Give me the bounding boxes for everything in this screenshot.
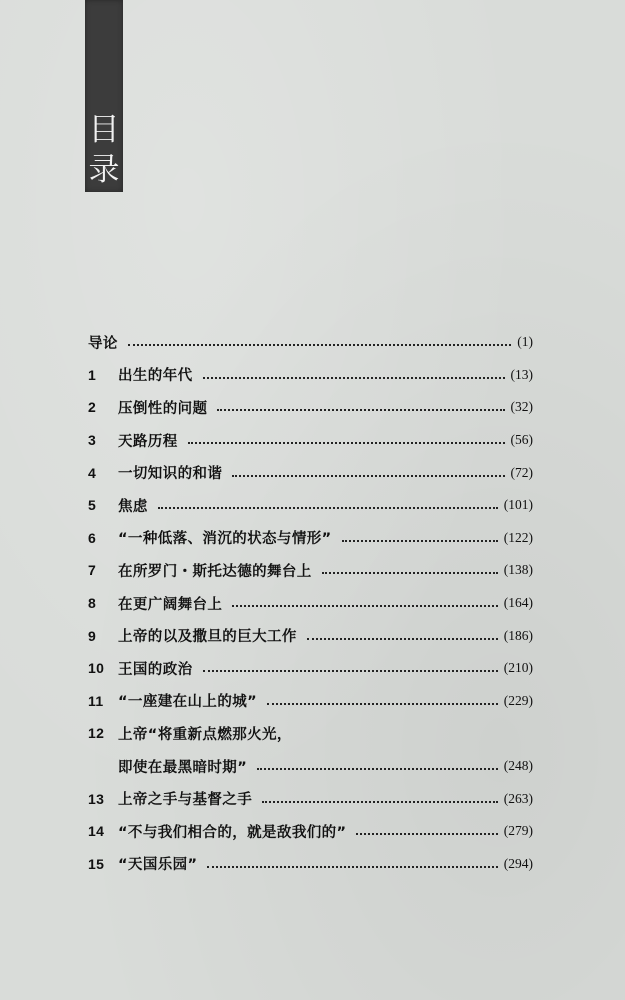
toc-entry-title: 一切知识的和谐	[118, 466, 223, 483]
toc-entry-page: (72)	[510, 464, 533, 480]
toc-entry-title: 压倒性的问题	[118, 400, 208, 417]
toc-entry-title: 导论	[88, 335, 118, 352]
table-of-contents	[88, 326, 533, 880]
toc-entry-number: 9	[88, 627, 97, 644]
toc-entry-page: (263)	[503, 790, 533, 806]
toc-entry-page: (101)	[503, 497, 533, 513]
toc-entry-number: 8	[88, 595, 97, 612]
toc-entry-number: 12	[88, 725, 105, 742]
toc-entry-title: “一座建在山上的城”	[118, 694, 258, 711]
toc-entry-page: (56)	[510, 432, 533, 448]
toc-entry-page: (229)	[503, 692, 533, 708]
dot-leader	[203, 668, 498, 672]
dot-leader	[267, 701, 498, 705]
dot-leader	[203, 375, 505, 379]
toc-entry-title: 上帝“将重新点燃那火光，	[118, 726, 292, 743]
toc-entry-continuation[interactable]	[88, 750, 533, 783]
toc-entry-number: 7	[88, 562, 97, 579]
toc-entry-number: 15	[88, 855, 105, 872]
dot-leader	[257, 766, 498, 770]
toc-entry-number: 4	[88, 464, 97, 481]
toc-entry[interactable]	[88, 815, 533, 848]
toc-entry-title: 天路历程	[118, 433, 178, 450]
toc-entry-title: 在所罗门・斯托达德的舞台上	[118, 563, 312, 580]
toc-entry[interactable]	[88, 391, 533, 424]
toc-entry-page: (164)	[503, 595, 533, 611]
toc-entry-number: 3	[88, 432, 97, 449]
dot-leader	[232, 603, 497, 607]
toc-entry-title: 上帝的以及撒旦的巨大工作	[118, 629, 297, 646]
toc-entry-page: (32)	[510, 399, 533, 415]
toc-entry-page: (138)	[503, 562, 533, 578]
toc-entry-page: (186)	[503, 627, 533, 643]
toc-entry[interactable]	[88, 522, 533, 555]
toc-entry-number: 1	[88, 366, 97, 383]
toc-entry[interactable]	[88, 587, 533, 620]
toc-entry-number: 13	[88, 790, 105, 807]
dot-leader	[342, 538, 498, 542]
toc-entry-number: 5	[88, 497, 97, 514]
toc-entry-page: (210)	[503, 660, 533, 676]
dot-leader	[307, 636, 498, 640]
toc-entry[interactable]	[88, 489, 533, 522]
toc-entry-page: (294)	[503, 855, 533, 871]
toc-entry-title: 出生的年代	[118, 368, 193, 385]
toc-entry[interactable]	[88, 456, 533, 489]
toc-entry-title: “一种低落、消沉的状态与情形”	[118, 531, 332, 548]
toc-entry[interactable]	[88, 685, 533, 718]
toc-entry-page: (279)	[503, 823, 533, 839]
toc-entry-number: 2	[88, 399, 97, 416]
toc-entry-title: 在更广阔舞台上	[118, 596, 223, 613]
toc-entry-number: 6	[88, 529, 97, 546]
page-title-char-2: 录	[88, 152, 120, 188]
dot-leader	[322, 570, 498, 574]
dot-leader	[128, 342, 511, 346]
toc-entry[interactable]	[88, 554, 533, 587]
toc-entry-title: “天国乐园”	[118, 857, 198, 874]
toc-entry-title: 上帝之手与基督之手	[118, 792, 253, 809]
toc-entry-first-line[interactable]	[88, 717, 533, 750]
toc-entry-page: (248)	[503, 758, 533, 774]
toc-entry-page: (122)	[503, 529, 533, 545]
toc-entry-number: 11	[88, 692, 104, 709]
title-banner	[85, 0, 123, 192]
toc-entry[interactable]	[88, 848, 533, 881]
toc-entry[interactable]	[88, 619, 533, 652]
toc-entry[interactable]	[88, 326, 533, 359]
toc-entry-title: 焦虑	[118, 498, 148, 515]
toc-entry[interactable]	[88, 424, 533, 457]
dot-leader	[232, 473, 504, 477]
dot-leader	[356, 831, 497, 835]
toc-entry-number: 14	[88, 823, 105, 840]
dot-leader	[262, 799, 498, 803]
toc-entry[interactable]	[88, 652, 533, 685]
dot-leader	[188, 440, 505, 444]
toc-entry-page: (1)	[517, 334, 533, 350]
toc-entry-page: (13)	[510, 366, 533, 382]
toc-entry-title: “不与我们相合的，就是敌我们的”	[118, 824, 347, 841]
dot-leader	[158, 505, 498, 509]
toc-entry-title: 王国的政治	[118, 661, 193, 678]
dot-leader	[217, 407, 504, 411]
toc-entry[interactable]	[88, 782, 533, 815]
toc-entry-number: 10	[88, 660, 105, 677]
dot-leader	[207, 864, 497, 868]
toc-entry-title: 即使在最黑暗时期”	[118, 759, 248, 776]
page-title-char-1: 目	[88, 112, 120, 148]
toc-entry[interactable]	[88, 359, 533, 392]
